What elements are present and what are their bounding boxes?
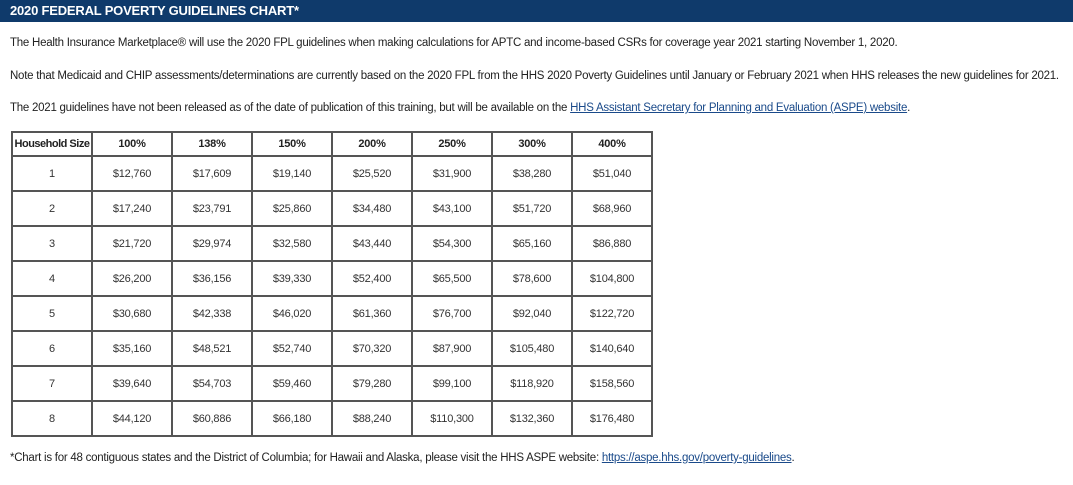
table-cell: $61,360 <box>332 296 412 331</box>
table-row <box>12 331 652 366</box>
table-row <box>12 156 652 191</box>
table-cell: $34,480 <box>332 191 412 226</box>
table-cell: $68,960 <box>572 191 652 226</box>
table-cell: $92,040 <box>492 296 572 331</box>
table-cell: $99,100 <box>412 366 492 401</box>
table-cell: $25,520 <box>332 156 412 191</box>
table-cell: $17,609 <box>172 156 252 191</box>
table-cell: $54,703 <box>172 366 252 401</box>
table-cell: $52,740 <box>252 331 332 366</box>
table-cell: $44,120 <box>92 401 172 436</box>
table-cell: $30,680 <box>92 296 172 331</box>
column-header: Household Size <box>12 132 92 156</box>
table-row <box>12 261 652 296</box>
table-cell: 4 <box>12 261 92 296</box>
table-cell: $110,300 <box>412 401 492 436</box>
table-cell: $78,600 <box>492 261 572 296</box>
table-cell: 8 <box>12 401 92 436</box>
table-row <box>12 296 652 331</box>
table-cell: $88,240 <box>332 401 412 436</box>
release-text-end: . <box>907 102 911 114</box>
column-header: 400% <box>572 132 652 156</box>
table-cell: $36,156 <box>172 261 252 296</box>
table-cell: 6 <box>12 331 92 366</box>
table-cell: $87,900 <box>412 331 492 366</box>
table-row <box>12 401 652 436</box>
table-cell: $140,640 <box>572 331 652 366</box>
table-cell: 2 <box>12 191 92 226</box>
table-cell: $86,880 <box>572 226 652 261</box>
footnote-end: . <box>791 452 795 464</box>
table-cell: 3 <box>12 226 92 261</box>
table-cell: $158,560 <box>572 366 652 401</box>
table-cell: 5 <box>12 296 92 331</box>
table-cell: $35,160 <box>92 331 172 366</box>
column-header: 138% <box>172 132 252 156</box>
medicaid-note-paragraph: Note that Medicaid and CHIP assessments/determinations are currently based on the 2020 FPL from the HHS 2020 Poverty Guidelines until January or February 2021 when HHS releases the new guidelines for 2021. <box>10 70 1059 82</box>
table-cell: $122,720 <box>572 296 652 331</box>
table-cell: $59,460 <box>252 366 332 401</box>
table-cell: $118,920 <box>492 366 572 401</box>
aspe-poverty-guidelines-link[interactable]: https://aspe.hhs.gov/poverty-guidelines <box>601 452 792 464</box>
table-cell: 7 <box>12 366 92 401</box>
table-cell: $39,330 <box>252 261 332 296</box>
table-cell: $25,860 <box>252 191 332 226</box>
column-header: 300% <box>492 132 572 156</box>
table-cell: $65,500 <box>412 261 492 296</box>
table-cell: $105,480 <box>492 331 572 366</box>
page-title: 2020 FEDERAL POVERTY GUIDELINES CHART* <box>0 0 1073 22</box>
intro-paragraph: The Health Insurance Marketplace® will use the 2020 FPL guidelines when making calculations for APTC and income-based CSRs for coverage year 2021 starting November 1, 2020. <box>10 37 898 49</box>
column-header: 250% <box>412 132 492 156</box>
release-text: The 2021 guidelines have not been released as of the date of publication of this training, but will be available on the <box>10 102 571 114</box>
table-cell: $51,040 <box>572 156 652 191</box>
table-cell: $23,791 <box>172 191 252 226</box>
column-header: 150% <box>252 132 332 156</box>
table-cell: $26,200 <box>92 261 172 296</box>
table-cell: $79,280 <box>332 366 412 401</box>
table-cell: $51,720 <box>492 191 572 226</box>
table-cell: $60,886 <box>172 401 252 436</box>
table-cell: $176,480 <box>572 401 652 436</box>
table-cell: $43,440 <box>332 226 412 261</box>
table-cell: $42,338 <box>172 296 252 331</box>
aspe-website-link[interactable]: HHS Assistant Secretary for Planning and Evaluation (ASPE) website <box>570 102 908 114</box>
table-cell: $52,400 <box>332 261 412 296</box>
table-cell: $17,240 <box>92 191 172 226</box>
table-cell: $31,900 <box>412 156 492 191</box>
table-cell: $66,180 <box>252 401 332 436</box>
table-cell: $46,020 <box>252 296 332 331</box>
table-cell: $19,140 <box>252 156 332 191</box>
table-cell: $104,800 <box>572 261 652 296</box>
table-header-row <box>12 132 652 156</box>
table-cell: $43,100 <box>412 191 492 226</box>
footnote-text: *Chart is for 48 contiguous states and the District of Columbia; for Hawaii and Alaska, please visit the HHS ASPE website: <box>10 452 602 464</box>
table-cell: $32,580 <box>252 226 332 261</box>
table-cell: $132,360 <box>492 401 572 436</box>
table-row <box>12 191 652 226</box>
guidelines-release-paragraph <box>10 101 910 115</box>
table-row <box>12 226 652 261</box>
table-cell: $39,640 <box>92 366 172 401</box>
table-cell: $65,160 <box>492 226 572 261</box>
poverty-guidelines-table <box>11 131 653 437</box>
table-cell: $48,521 <box>172 331 252 366</box>
table-body <box>12 156 652 436</box>
column-header: 200% <box>332 132 412 156</box>
footnote <box>10 451 794 465</box>
table-cell: $12,760 <box>92 156 172 191</box>
table-cell: $70,320 <box>332 331 412 366</box>
table-cell: $38,280 <box>492 156 572 191</box>
table-cell: 1 <box>12 156 92 191</box>
table-cell: $54,300 <box>412 226 492 261</box>
table-row <box>12 366 652 401</box>
table-cell: $76,700 <box>412 296 492 331</box>
table-cell: $21,720 <box>92 226 172 261</box>
table-cell: $29,974 <box>172 226 252 261</box>
column-header: 100% <box>92 132 172 156</box>
